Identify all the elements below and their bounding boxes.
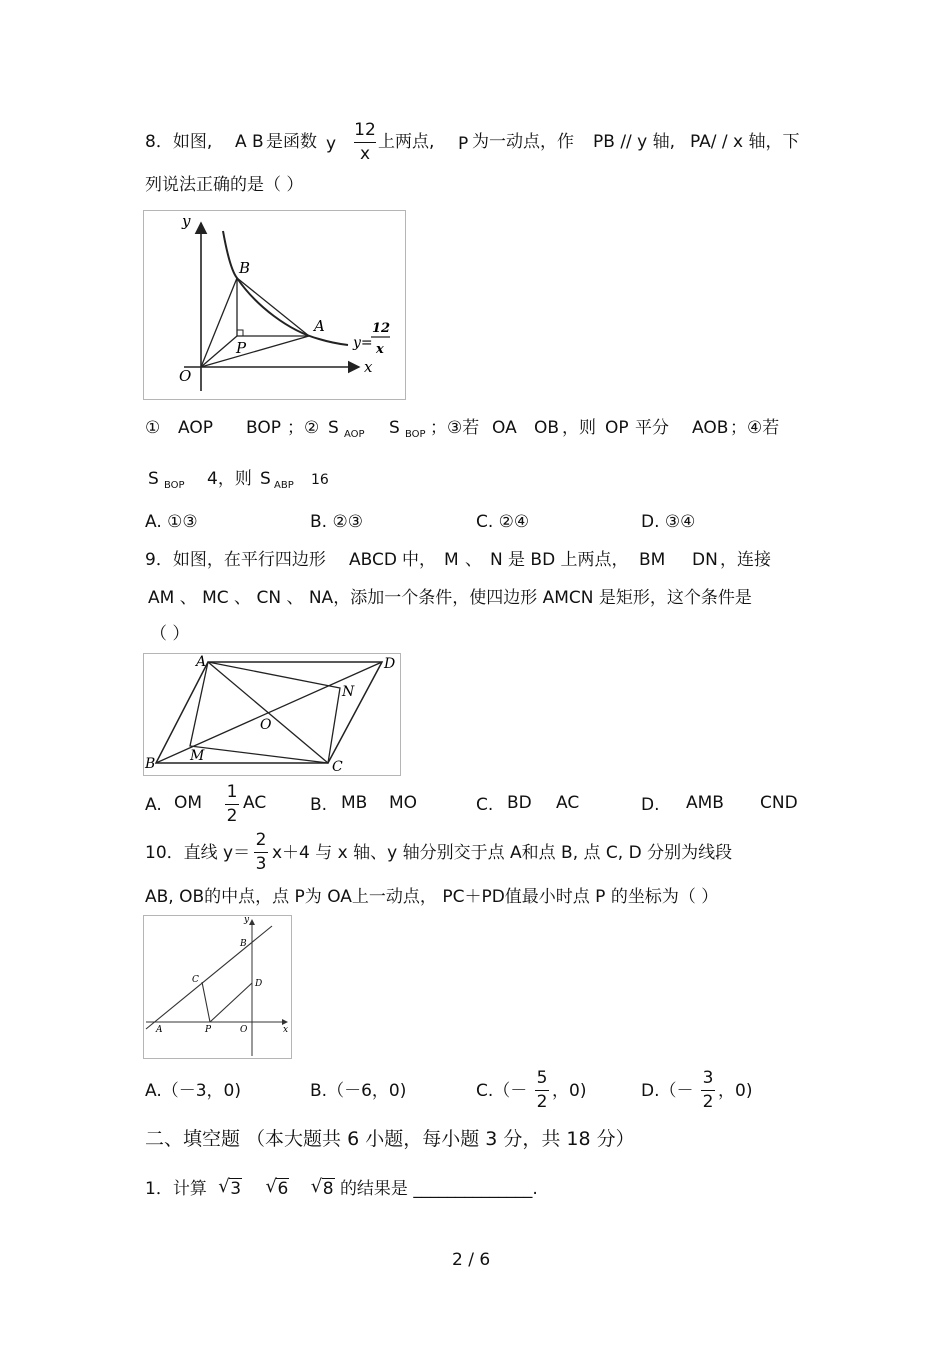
q8-st-s1: S xyxy=(328,418,339,438)
q9-dun: 、 xyxy=(465,550,482,570)
q10-label-a: A xyxy=(156,1025,163,1035)
q10-option-d-den: 2 xyxy=(702,1092,714,1112)
q8-label-o: O xyxy=(179,367,192,385)
q10-fraction xyxy=(254,832,268,873)
q8-label-y: y xyxy=(182,212,191,230)
q8-st-aob: AOB xyxy=(692,418,729,438)
q10-pre: 10．直线 y＝ xyxy=(145,843,251,863)
q8-frac-den: x xyxy=(359,144,371,164)
q9-label-n: N xyxy=(342,684,355,700)
q9-figure xyxy=(143,653,401,776)
q8-two-points: 上两点, xyxy=(378,132,435,152)
q8-option-d[interactable]: D. ③④ xyxy=(641,512,696,532)
q9-option-c-label[interactable]: C. xyxy=(476,795,494,815)
q8-st-s4: S xyxy=(260,469,271,489)
q8-st-bop-sub2: BOP xyxy=(164,480,185,491)
q9-option-b-label[interactable]: B. xyxy=(310,795,328,815)
q10-option-d-pre[interactable]: D.（－ xyxy=(641,1081,694,1101)
q9-option-a-num: 1 xyxy=(226,782,238,802)
q9-abcd: ABCD xyxy=(349,550,397,570)
q8-is-func: 是函数 xyxy=(266,132,317,152)
q8-option-c[interactable]: C. ②④ xyxy=(476,512,530,532)
q9-m: M xyxy=(444,550,459,570)
q8-st-bop: BOP xyxy=(246,418,281,438)
q8-label-a: A xyxy=(314,317,325,335)
q8-st-op: OP xyxy=(605,418,629,438)
q9-figure-svg xyxy=(144,654,400,775)
q9-dn: DN xyxy=(692,550,718,570)
fill1-sqrt-6: √ 6 xyxy=(265,1176,289,1199)
q9-zhong: 中， xyxy=(402,550,436,570)
q10-option-c-post: ，0) xyxy=(552,1081,587,1101)
sqrt-icon: √ xyxy=(218,1176,230,1197)
q8-label-p: P xyxy=(236,339,247,357)
q8-st-bop-sub: BOP xyxy=(405,429,426,440)
q9-option-a-label[interactable]: A. xyxy=(145,795,162,815)
q10-label-c: C xyxy=(192,975,199,985)
q8-st-oa: OA xyxy=(492,418,517,438)
q9-label-m: M xyxy=(190,748,205,764)
q9-option-a-den: 2 xyxy=(226,806,238,826)
q8-ab: A B xyxy=(235,132,264,152)
q9-option-b-mb: MB xyxy=(341,793,368,813)
q9-option-b-mo: MO xyxy=(389,793,418,813)
q10-option-d-num: 3 xyxy=(702,1068,714,1088)
q10-figure-svg xyxy=(144,916,291,1058)
q8-figure-svg xyxy=(144,211,405,399)
q8-curve xyxy=(223,231,348,345)
q8-st-s2: S xyxy=(389,418,400,438)
q9-n: N xyxy=(490,550,503,570)
q8-number: 8．如图, xyxy=(145,132,213,152)
q10-segment-pd xyxy=(210,983,252,1022)
q10-option-d-frac xyxy=(701,1070,715,1111)
q8-st-aop-sub: AOP xyxy=(344,429,365,440)
q8-stem-line2: 列说法正确的是（ ） xyxy=(145,175,304,195)
q9-label-c: C xyxy=(332,759,343,775)
fill1-sqrt-3: √ 3 xyxy=(218,1176,242,1199)
q8-segment-ob xyxy=(201,278,237,367)
fill-question-1 xyxy=(145,1176,538,1199)
q9-intro: 9．如图，在平行四边形 xyxy=(145,550,326,570)
q8-right-angle xyxy=(237,330,243,336)
q10-option-b[interactable]: B.（－6，0) xyxy=(310,1081,407,1101)
fill1-sqrt-8: √ 8 xyxy=(310,1176,334,1199)
q10-frac-den: 3 xyxy=(255,854,267,874)
q10-segment-pc xyxy=(202,982,210,1022)
q9-option-a-frac xyxy=(225,784,239,825)
q8-st-semi3: ；④若 xyxy=(730,418,780,438)
q8-option-a[interactable]: A. ①③ xyxy=(145,512,198,532)
q9-connect: ，连接 xyxy=(720,550,771,570)
q8-frac-num: 12 xyxy=(354,120,376,140)
q9-option-a-ac: AC xyxy=(243,793,267,813)
q8-st-abp-sub: ABP xyxy=(274,480,294,491)
q10-option-d-post: ，0) xyxy=(718,1081,753,1101)
q10-line-ab xyxy=(146,926,272,1029)
q10-label-b: B xyxy=(240,939,247,949)
q8-label-func-num: 12 xyxy=(372,321,391,336)
fill1-pre: 1．计算 xyxy=(145,1179,207,1199)
q9-option-c-bd: BD xyxy=(507,793,532,813)
q10-option-c-num: 5 xyxy=(536,1068,548,1088)
q9-option-d-label[interactable]: D. xyxy=(641,795,660,815)
q8-st-semi2: ；③若 xyxy=(430,418,480,438)
q8-st-mark1: ① xyxy=(145,418,161,438)
q10-frac-num: 2 xyxy=(255,830,267,850)
q8-figure xyxy=(143,210,406,400)
section-title: 二、填空题 （本大题共 6 小题，每小题 3 分，共 18 分） xyxy=(145,1128,635,1150)
q9-quad-amcn xyxy=(190,662,340,763)
q10-option-c-frac xyxy=(535,1070,549,1111)
q9-label-o: O xyxy=(260,717,272,733)
q8-pa-parallel: PA/ / x 轴，下 xyxy=(690,132,800,152)
sqrt-icon: √ xyxy=(310,1176,323,1197)
q8-st-aop: AOP xyxy=(178,418,213,438)
q8-st-then: ，则 xyxy=(562,418,596,438)
q10-option-c-den: 2 xyxy=(536,1092,548,1112)
q10-stem-line2: AB, OB的中点，点 P为 OA上一动点， PC＋PD值最小时点 P 的坐标为（ ） xyxy=(145,887,719,907)
q8-fraction xyxy=(354,122,376,163)
q8-label-b: B xyxy=(239,259,251,277)
fill1-post: 的结果是 ______________. xyxy=(339,1179,538,1199)
q8-segment-oa xyxy=(201,336,309,367)
q9-label-a: A xyxy=(196,654,207,670)
q10-post: x＋4 与 x 轴、y 轴分别交于点 A和点 B, 点 C, D 分别为线段 xyxy=(272,843,733,863)
q10-label-y: y xyxy=(244,916,250,925)
q8-segment-ab xyxy=(237,278,309,336)
q9-stem-line2: AM 、 MC 、 CN 、 NA，添加一个条件，使四边形 AMCN 是矩形，这个条件是 xyxy=(148,588,752,608)
q9-option-d-cnd: CND xyxy=(760,793,798,813)
q8-label-func: y= xyxy=(353,335,373,351)
q8-y: y xyxy=(326,134,337,154)
q10-option-a[interactable]: A.（－3，0) xyxy=(145,1081,241,1101)
q8-st-ob: OB xyxy=(534,418,560,438)
q10-label-x: x xyxy=(283,1025,289,1035)
q8-pb-parallel: PB // y 轴, xyxy=(593,132,676,152)
q9-label-b: B xyxy=(145,756,156,772)
q8-st-sixteen: 16 xyxy=(311,472,329,488)
q9-option-a-om: OM xyxy=(174,793,203,813)
q10-label-p: P xyxy=(205,1025,212,1035)
q8-st-s3: S xyxy=(148,469,159,489)
q8-st-bisect: 平分 xyxy=(635,418,669,438)
q8-st-semi1: ；② xyxy=(287,418,320,438)
sqrt-icon: √ xyxy=(265,1176,277,1197)
q9-is-bd: 是 BD 上两点， xyxy=(508,550,629,570)
q8-p: P xyxy=(458,134,469,154)
q9-bm: BM xyxy=(639,550,666,570)
q8-label-func-den: x xyxy=(376,342,384,357)
q8-moving: 为一动点，作 xyxy=(472,132,574,152)
q8-label-x: x xyxy=(364,358,373,376)
page-number: 2 / 6 xyxy=(452,1250,491,1270)
q10-option-c-pre[interactable]: C.（－ xyxy=(476,1081,528,1101)
q8-option-b[interactable]: B. ②③ xyxy=(310,512,363,532)
q8-st-four: 4，则 xyxy=(207,469,252,489)
q10-label-o: O xyxy=(240,1025,248,1035)
q9-option-c-ac: AC xyxy=(556,793,580,813)
q9-label-d: D xyxy=(384,656,396,672)
q10-figure xyxy=(143,915,292,1059)
q9-option-d-amb: AMB xyxy=(686,793,724,813)
q10-label-d: D xyxy=(255,979,263,989)
q9-stem-line3: （ ） xyxy=(150,624,190,644)
q9-diagonal-ac xyxy=(208,662,328,763)
